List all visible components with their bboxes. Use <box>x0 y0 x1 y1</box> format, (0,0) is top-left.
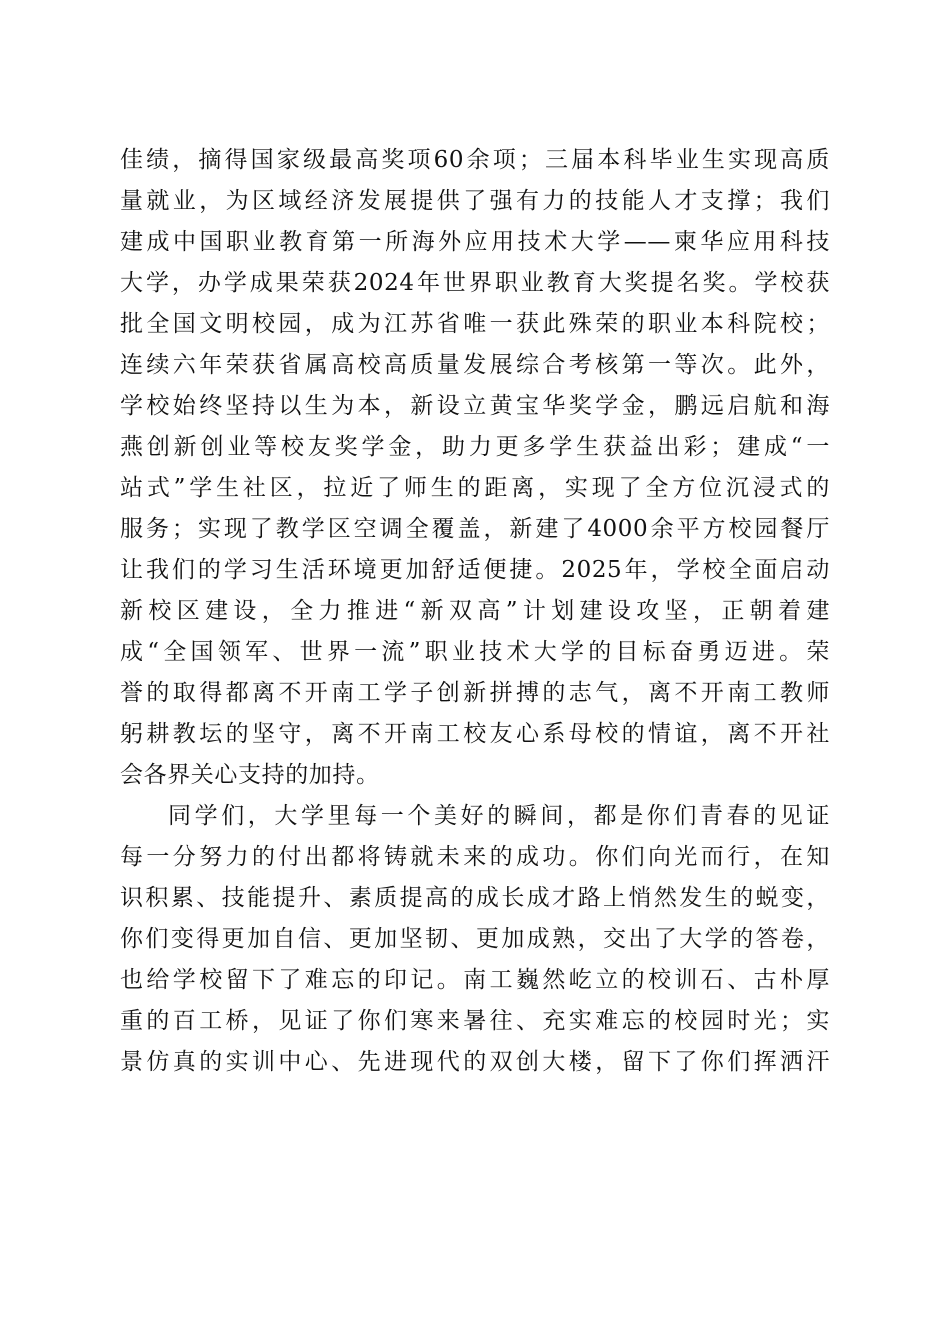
text-line: 站式”学生社区，拉近了师生的距离，实现了全方位沉浸式的 <box>120 475 830 501</box>
text-line: 景仿真的实训中心、先进现代的双创大楼，留下了你们挥洒汗 <box>120 1049 830 1075</box>
text-line: 建成中国职业教育第一所海外应用技术大学——柬华应用科技 <box>120 229 830 255</box>
text-line: 学校始终坚持以生为本，新设立黄宝华奖学金，鹏远启航和海 <box>120 393 830 419</box>
text-line: 你们变得更加自信、更加坚韧、更加成熟，交出了大学的答卷， <box>120 926 830 952</box>
text-line: 同学们，大学里每一个美好的瞬间，都是你们青春的见证 <box>168 803 830 829</box>
paragraph-2 <box>120 796 830 1083</box>
text-line: 躬耕教坛的坚守，离不开南工校友心系母校的情谊，离不开社 <box>120 721 830 747</box>
text-line: 量就业，为区域经济发展提供了强有力的技能人才支撑；我们 <box>120 188 830 214</box>
text-line: 服务；实现了教学区空调全覆盖，新建了4000余平方校园餐厅 <box>120 516 830 542</box>
document-body <box>120 140 830 1083</box>
text-line: 誉的取得都离不开南工学子创新拼搏的志气，离不开南工教师 <box>120 680 830 706</box>
paragraph-1 <box>120 140 830 796</box>
text-line: 大学，办学成果荣获2024年世界职业教育大奖提名奖。学校获 <box>120 270 830 296</box>
text-line: 新校区建设，全力推进“新双高”计划建设攻坚，正朝着建 <box>120 598 830 624</box>
text-line: 燕创新创业等校友奖学金，助力更多学生获益出彩；建成“一 <box>120 434 830 460</box>
text-line: 会各界关心支持的加持。 <box>120 762 380 788</box>
text-line: 让我们的学习生活环境更加舒适便捷。2025年，学校全面启动 <box>120 557 830 583</box>
text-line: 成“全国领军、世界一流”职业技术大学的目标奋勇迈进。荣 <box>120 639 830 665</box>
text-line: 识积累、技能提升、素质提高的成长成才路上悄然发生的蜕变， <box>120 885 830 911</box>
text-line: 重的百工桥，见证了你们寒来暑往、充实难忘的校园时光；实 <box>120 1008 830 1034</box>
text-line: 批全国文明校园，成为江苏省唯一获此殊荣的职业本科院校； <box>120 311 830 337</box>
text-line: 佳绩，摘得国家级最高奖项60余项；三届本科毕业生实现高质 <box>120 147 830 173</box>
text-line: 每一分努力的付出都将铸就未来的成功。你们向光而行，在知 <box>120 844 830 870</box>
text-line: 也给学校留下了难忘的印记。南工巍然屹立的校训石、古朴厚 <box>120 967 830 993</box>
text-line: 连续六年荣获省属高校高质量发展综合考核第一等次。此外， <box>120 352 830 378</box>
